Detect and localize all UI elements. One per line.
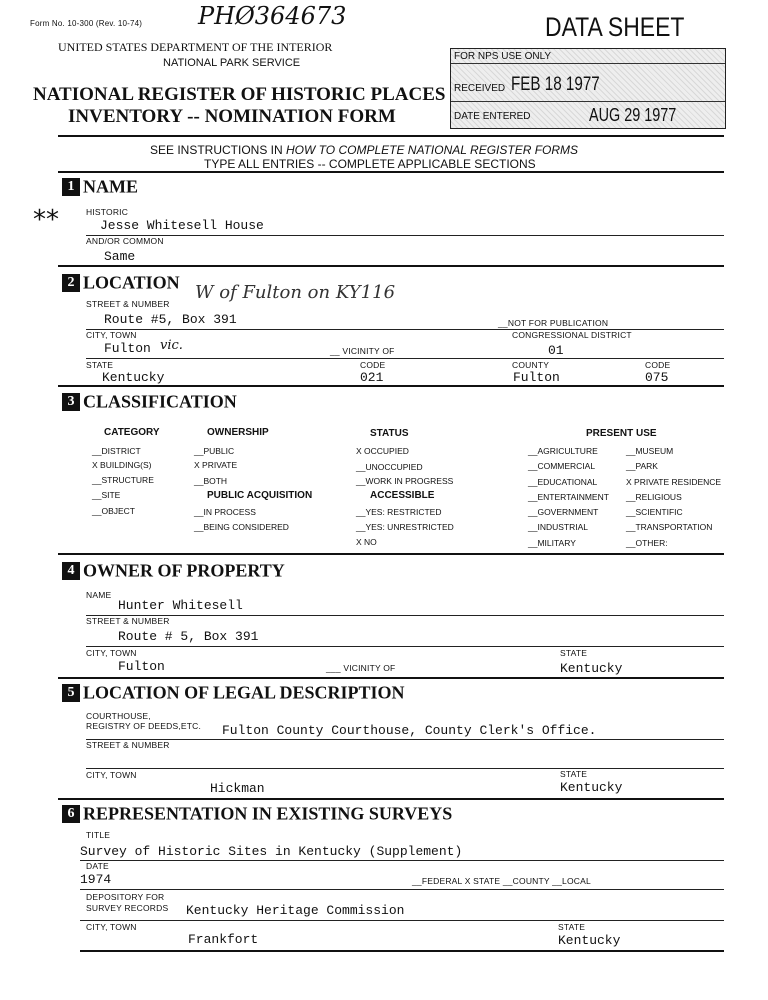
received-stamp: FEB 18 1977: [511, 74, 600, 95]
survey-date-label: DATE: [86, 861, 109, 871]
common-name: Same: [104, 249, 136, 264]
owner-vicinity-of: ___ VICINITY OF: [326, 663, 396, 673]
ownership-option: X PRIVATE: [194, 460, 238, 470]
accessible-option: __YES: UNRESTRICTED: [356, 522, 454, 532]
legal-state-label: STATE: [560, 769, 588, 779]
category-option: X BUILDING(S): [92, 460, 152, 470]
data-sheet-stamp: DATA SHEET: [545, 12, 685, 42]
use-option: __MUSEUM: [626, 446, 674, 456]
survey-levels: __FEDERAL X STATE __COUNTY __LOCAL: [412, 876, 591, 886]
survey-title-value: Survey of Historic Sites in Kentucky (Supplement): [80, 844, 463, 859]
owner-name-label: NAME: [86, 590, 112, 600]
category-option: __SITE: [92, 490, 121, 500]
date-entered-stamp: AUG 29 1977: [589, 105, 677, 125]
not-for-publication: __NOT FOR PUBLICATION: [498, 318, 609, 328]
use-option: __PARK: [626, 461, 658, 471]
status-option: X OCCUPIED: [356, 446, 409, 456]
owner-name-value: Hunter Whitesell: [118, 598, 243, 613]
handwritten-reference: PHØ364673: [198, 2, 347, 30]
use-option: __GOVERNMENT: [528, 507, 599, 517]
form-title-line1: NATIONAL REGISTER OF HISTORIC PLACES: [33, 84, 446, 105]
use-option: __AGRICULTURE: [528, 446, 598, 456]
county-label: COUNTY: [512, 360, 550, 370]
survey-state-label: STATE: [558, 922, 586, 932]
public-acquisition-header: PUBLIC ACQUISITION: [207, 490, 313, 501]
county-value: Fulton: [513, 370, 560, 385]
category-option: __DISTRICT: [92, 446, 141, 456]
accessible-option: __YES: RESTRICTED: [356, 507, 442, 517]
section-3-header: 3 CLASSIFICATION: [62, 390, 237, 412]
ownership-option: __BOTH: [194, 476, 228, 486]
section-5-header: 5 LOCATION OF LEGAL DESCRIPTION: [62, 681, 405, 703]
use-option: __ENTERTAINMENT: [528, 492, 609, 502]
use-option: __RELIGIOUS: [626, 492, 682, 502]
ownership-option: __PUBLIC: [194, 446, 235, 456]
historic-label: HISTORIC: [86, 207, 129, 217]
state-label: STATE: [86, 360, 114, 370]
depository-value: Kentucky Heritage Commission: [186, 903, 405, 918]
acquisition-option: __IN PROCESS: [194, 507, 256, 517]
ownership-header: OWNERSHIP: [207, 427, 269, 438]
historic-name: Jesse Whitesell House: [100, 218, 264, 233]
legal-state-value: Kentucky: [560, 780, 623, 795]
survey-state-value: Kentucky: [558, 933, 621, 948]
depository-label: DEPOSITORY FOR: [86, 892, 165, 902]
handwritten-location-note: W of Fulton on KY116: [195, 282, 396, 303]
acquisition-option: __BEING CONSIDERED: [194, 522, 289, 532]
courthouse-label: COURTHOUSE,: [86, 711, 151, 721]
code-label: CODE: [360, 360, 386, 370]
legal-street-label: STREET & NUMBER: [86, 740, 170, 750]
survey-records-label: SURVEY RECORDS: [86, 903, 169, 913]
vicinity-of: __ VICINITY OF: [330, 346, 395, 356]
accessible-option: X NO: [356, 537, 377, 547]
state-code-value: 021: [360, 370, 384, 385]
category-header: CATEGORY: [104, 427, 160, 438]
owner-state-label: STATE: [560, 648, 588, 658]
use-option: __MILITARY: [528, 538, 576, 548]
use-option: __SCIENTIFIC: [626, 507, 683, 517]
section-1-header: 1 NAME: [62, 175, 138, 197]
street-label: STREET & NUMBER: [86, 299, 170, 309]
status-option: __WORK IN PROGRESS: [356, 476, 454, 486]
section-4-header: 4 OWNER OF PROPERTY: [62, 559, 285, 581]
city-label: CITY, TOWN: [86, 330, 137, 340]
status-option: __UNOCCUPIED: [356, 462, 423, 472]
county-code-value: 075: [645, 370, 669, 385]
registry-label: REGISTRY OF DEEDS,ETC.: [86, 721, 202, 731]
legal-city-label: CITY, TOWN: [86, 770, 137, 780]
department-name: UNITED STATES DEPARTMENT OF THE INTERIOR: [58, 40, 333, 54]
section-6-header: 6 REPRESENTATION IN EXISTING SURVEYS: [62, 802, 452, 824]
courthouse-value: Fulton County Courthouse, County Clerk's Office.: [222, 723, 597, 738]
form-title-line2: INVENTORY -- NOMINATION FORM: [68, 106, 396, 127]
service-name: NATIONAL PARK SERVICE: [163, 57, 301, 69]
instructions-line1: SEE INSTRUCTIONS IN HOW TO COMPLETE NATIONAL REGISTER FORMS: [150, 143, 579, 157]
use-option: __TRANSPORTATION: [626, 522, 713, 532]
nps-use-box: [450, 48, 726, 129]
legal-city-value: Hickman: [210, 781, 265, 796]
handwritten-vic: vic.: [160, 338, 183, 353]
owner-street-value: Route # 5, Box 391: [118, 629, 259, 644]
status-header: STATUS: [370, 428, 409, 439]
state-value: Kentucky: [102, 370, 165, 385]
use-option: __INDUSTRIAL: [528, 522, 588, 532]
present-use-header: PRESENT USE: [586, 428, 657, 439]
section-2-header: 2 LOCATION: [62, 271, 180, 293]
category-option: __STRUCTURE: [92, 475, 154, 485]
form-number: Form No. 10-300 (Rev. 10-74): [30, 19, 143, 28]
street-value: Route #5, Box 391: [104, 312, 237, 327]
accessible-header: ACCESSIBLE: [370, 490, 435, 501]
use-option: X PRIVATE RESIDENCE: [626, 477, 722, 487]
nps-use-label: FOR NPS USE ONLY: [454, 51, 552, 62]
received-label: RECEIVED: [454, 83, 506, 94]
asterisk-mark: **: [33, 205, 59, 235]
category-option: __OBJECT: [92, 506, 135, 516]
use-option: __OTHER:: [626, 538, 668, 548]
owner-city-value: Fulton: [118, 659, 165, 674]
common-label: AND/OR COMMON: [86, 236, 164, 246]
owner-city-label: CITY, TOWN: [86, 648, 137, 658]
survey-title-label: TITLE: [86, 830, 111, 840]
county-code-label: CODE: [645, 360, 671, 370]
instructions-line2: TYPE ALL ENTRIES -- COMPLETE APPLICABLE SECTIONS: [204, 157, 536, 171]
use-option: __EDUCATIONAL: [528, 477, 598, 487]
survey-city-value: Frankfort: [188, 932, 259, 947]
owner-state-value: Kentucky: [560, 661, 623, 676]
survey-date-value: 1974: [80, 872, 112, 887]
congressional-district-value: 01: [548, 343, 564, 358]
city-value: Fulton: [104, 341, 151, 356]
owner-street-label: STREET & NUMBER: [86, 616, 170, 626]
congressional-district-label: CONGRESSIONAL DISTRICT: [512, 330, 632, 340]
date-entered-label: DATE ENTERED: [454, 111, 531, 122]
use-option: __COMMERCIAL: [528, 461, 596, 471]
survey-city-label: CITY, TOWN: [86, 922, 137, 932]
